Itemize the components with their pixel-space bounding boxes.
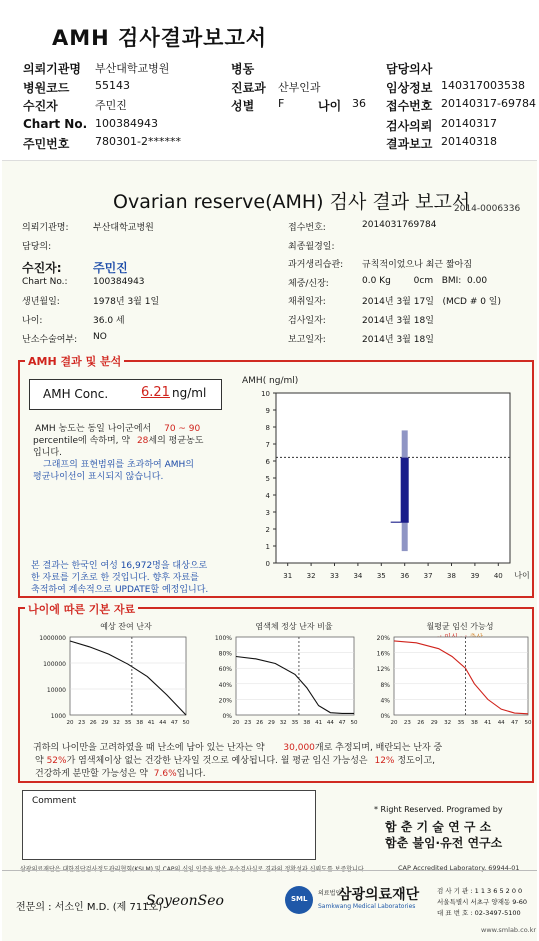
small-y-tick-label: 1000000 [39,635,66,642]
normal-egg-ratio-chart [202,617,362,732]
header-value: 55143 [95,79,130,92]
header-value: 20140317 [441,117,497,130]
website-link[interactable]: www.smlab.co.kr [481,926,537,934]
header-label: 의뢰기관명 [23,62,81,76]
age-section-title: 나이에 따른 기본 자료 [25,601,138,617]
small-y-tick-label: 100% [214,635,232,642]
header-value: 140317003538 [441,79,525,92]
small-y-tick-label: 1000 [50,713,66,720]
small-plot-area [70,637,186,715]
footer-cert-text: 삼광의료재단은 대한진단검사정도관리협회(KSLM) 및 CAP의 신임 인증을 받은 우수검사실로 결과의 정확성과 신뢰도를 보증합니다. [20,866,366,873]
age-summary-line-1 [33,740,442,753]
amh-text-2c: 세의 평균농도 [148,436,204,446]
small-x-tick-label: 20 [390,720,398,726]
remaining-eggs-chart [22,617,192,732]
info-label: 접수번호: [288,223,326,233]
doctor-signature: SoyeonSeo [146,893,224,909]
small-plot-area [236,637,354,715]
header-value: 20140317-69784 [441,97,536,110]
comment-box [22,790,316,860]
logo-small-text: 의료법인 [318,890,342,897]
small-x-tick-label: 47 [338,720,346,726]
amh-y-tick-label: 0 [265,560,270,568]
amh-y-axis-title: AMH( ng/ml) [242,376,299,386]
report-header-title: AMH 검사결과보고서 [52,26,268,50]
small-x-tick-label: 35 [124,720,132,726]
amh-conc-value: 6.21 [141,385,170,400]
small-x-tick-label: 29 [101,720,109,726]
small-y-tick-label: 40% [218,681,232,689]
small-x-tick-label: 20 [66,720,74,726]
logo-english-name: Samkwang Medical Laboratories [318,903,416,910]
small-x-tick-label: 29 [267,720,275,726]
age-line-1c: 개로 추정되며, 배란되는 난자 중 [314,743,443,753]
header-label: 수진자 [23,99,58,113]
header-label: 병동 [231,62,255,76]
footer-cap-text: CAP Accredited Laboratory. 69944-01 [398,864,520,872]
rights-line-1: * Right Reserved. Programed by [374,805,503,814]
header-value: 부산대학교병원 [95,62,170,75]
amh-percentile: 70 ~ 90 [164,424,201,434]
delivery-chance-value: 7.6% [153,769,177,779]
small-plot-area [394,637,528,715]
header-value: 20140318 [441,135,497,148]
smlab-logo-icon: SML [285,886,313,914]
small-x-tick-label: 38 [136,720,144,726]
amh-y-tick-label: 3 [265,509,270,517]
amh-y-tick-label: 9 [265,407,270,415]
amh-x-tick-label: 35 [376,572,386,580]
header-label: 성별 [231,99,255,113]
age-summary-line-2 [35,753,435,766]
info-label: Chart No.: [22,277,68,287]
small-y-tick-label: 4% [380,697,390,705]
small-chart-title: 월평균 임신 가능성 [426,622,494,631]
info-label: 채취일자: [288,297,326,307]
age-line-1a: 귀하의 나이만을 고려하였을 때 난소에 남아 있는 난자는 약 [33,743,265,753]
small-y-tick-label: 16% [376,650,390,658]
comment-label: Comment [32,796,77,806]
small-x-tick-label: 23 [244,720,252,726]
info-value: 2014년 3월 18일 [362,335,434,345]
small-x-tick-label: 50 [524,720,532,726]
header-value: 주민진 [95,99,127,112]
amh-note-3: 축적하여 계속적으로 UPDATE할 예정입니다. [31,585,209,595]
amh-note-1: 본 결과는 한국인 여성 16,972명을 대상으로 [31,561,208,571]
small-chart-title: 염색체 정상 난자 비율 [255,622,333,631]
info-label: 난소수술여부: [22,335,78,345]
header-label: 접수번호 [386,99,433,113]
small-y-tick-label: 12% [376,666,390,674]
remaining-eggs-value: 30,000 [283,743,315,753]
contact-line-3: 대 표 번 호 : 02-3497-5100 [437,909,521,917]
info-value: 2014년 3월 18일 [362,316,434,326]
amh-y-tick-label: 10 [261,390,270,398]
info-label: 의뢰기관명: [22,223,69,233]
small-x-tick-label: 47 [170,720,178,726]
amh-section-title: AMH 결과 및 분석 [25,353,124,369]
amh-text-3: 입니다. [33,448,62,458]
doctor-name: 전문의 : 서소인 M.D. (제 711호) [16,902,163,913]
normal-egg-ratio-value: 52% [46,756,67,766]
small-x-tick-label: 38 [303,720,311,726]
amh-plot-area [276,393,510,563]
header-value: 100384943 [95,117,158,130]
amh-x-tick-label: 31 [283,572,293,580]
small-y-tick-label: 10000 [46,687,66,694]
info-label: 검사일자: [288,316,326,326]
monthly-pregnancy-chart [362,617,534,732]
info-label: 수진자: [22,261,62,275]
info-label: 보고일자: [288,335,326,345]
info-value: 0.0 Kg 0cm BMI: 0.00 [362,276,488,286]
small-x-tick-label: 29 [430,720,438,726]
small-x-tick-label: 50 [350,720,358,726]
report-title: Ovarian reserve(AMH) 검사 결과 보고서 [113,191,471,213]
header-label: 담당의사 [386,62,433,76]
amh-x-tick-label: 32 [306,572,316,580]
amh-text-5: 평균나이선이 표시되지 않습니다. [33,472,164,482]
amh-x-tick-label: 38 [447,572,456,580]
rights-line-2: 함 춘 기 술 연 구 소 [385,820,492,834]
small-x-tick-label: 41 [315,720,323,726]
amh-y-tick-label: 2 [265,526,270,534]
amh-y-tick-label: 7 [265,441,270,449]
small-y-tick-label: 20% [218,697,232,705]
small-y-tick-label: 60% [218,666,232,674]
info-label: 생년월일: [22,297,60,307]
small-x-tick-label: 26 [89,720,97,726]
amh-percentile-bar [401,458,409,523]
header-label: 나이 [318,99,342,113]
report-code: 2014-0006336 [454,204,521,214]
small-y-tick-label: 100000 [43,661,66,668]
amh-x-tick-label: 34 [353,572,363,580]
info-value: 36.0 세 [93,316,125,326]
header-label: 진료과 [231,81,266,95]
contact-line-1: 검 사 기 관 : 1 1 3 6 5 2 0 0 [437,887,523,895]
small-x-tick-label: 50 [182,720,190,726]
amh-x-tick-label: 39 [470,572,480,580]
small-y-tick-label: 20% [376,635,390,642]
amh-text-2a: percentile에 속하며, 약 [33,436,131,446]
header-value: 36 [352,97,366,110]
small-x-tick-label: 23 [78,720,86,726]
header-label: 주민번호 [23,137,70,151]
header-value: 780301-2****** [95,135,181,148]
age-summary-line-3 [35,766,206,779]
small-x-tick-label: 35 [457,720,465,726]
footer-divider [2,870,537,871]
small-x-tick-label: 44 [326,720,334,726]
contact-line-2: 서울특별시 서초구 양재동 9-60 [437,898,528,906]
small-x-tick-label: 32 [279,720,287,726]
header-label: Chart No. [23,117,88,131]
info-value: 2014031769784 [362,220,437,230]
age-line-2a: 약 [35,756,44,766]
age-line-2c: 가 염색체이상 없는 건강한 난자일 것으로 예상됩니다. 월 평균 임신 가능성은 [66,756,368,766]
amh-x-tick-label: 36 [400,572,410,580]
amh-y-tick-label: 6 [265,458,270,466]
amh-equivalent-age: 28 [136,436,149,446]
age-line-2e: 정도이고, [397,756,435,766]
small-x-tick-label: 44 [159,720,167,726]
info-value: 부산대학교병원 [93,223,154,233]
small-x-tick-label: 41 [484,720,492,726]
small-chart-title: 예상 잔여 난자 [100,622,152,631]
small-y-tick-label: 0% [222,713,232,720]
small-x-tick-label: 32 [112,720,120,726]
small-x-tick-label: 23 [403,720,411,726]
amh-conc-label: AMH Conc. [43,387,109,401]
small-y-tick-label: 0% [380,713,390,720]
header-label: 결과보고 [386,137,433,151]
info-value: 1978년 3월 1일 [93,297,160,307]
info-value: NO [93,332,107,342]
amh-conc-box [29,379,222,410]
header-label: 검사의뢰 [386,119,433,133]
rights-line-3: 함춘 불임·유전 연구소 [385,836,503,850]
header-value: 산부인과 [278,81,321,94]
info-value: 2014년 3월 17일 (MCD # 0 일) [362,297,502,307]
header-value: F [278,97,285,110]
info-value: 100384943 [93,277,145,287]
amh-conc-unit: ng/ml [172,386,207,400]
header-label: 병원코드 [23,81,70,95]
small-x-tick-label: 47 [511,720,519,726]
amh-y-tick-label: 1 [265,543,270,551]
small-x-tick-label: 44 [497,720,505,726]
amh-x-axis-title: 나이 [514,571,530,580]
small-x-tick-label: 35 [291,720,299,726]
amh-note-2: 한 자료를 기초로 한 것입니다. 향후 자료를 [31,573,199,583]
info-label: 과거생리습관: [288,260,344,270]
amh-x-tick-label: 33 [330,572,339,580]
amh-text-1a: AMH 농도는 동일 나이군에서 [35,424,152,434]
age-line-3c: 입니다. [176,769,206,779]
info-label: 나이: [22,316,43,326]
amh-y-tick-label: 4 [265,492,270,500]
small-x-tick-label: 20 [232,720,240,726]
amh-y-tick-label: 5 [265,475,270,483]
small-x-tick-label: 38 [470,720,478,726]
age-line-3a: 건강하게 분만할 가능성은 약 [35,769,148,779]
info-label: 담당의: [22,242,52,252]
amh-x-tick-label: 40 [493,572,503,580]
info-value: 규칙적이었으나 최근 짧아짐 [362,260,473,270]
small-x-tick-label: 41 [147,720,155,726]
small-y-tick-label: 8% [380,681,390,689]
info-value: 주민진 [93,261,128,275]
amh-text-4: 그래프의 표현범위를 초과하여 AMH의 [43,460,194,470]
amh-y-tick-label: 8 [265,424,270,432]
info-label: 최종월경일: [288,242,335,252]
small-x-tick-label: 26 [256,720,264,726]
header-label: 임상정보 [386,81,433,95]
small-x-tick-label: 26 [417,720,425,726]
info-label: 체중/신장: [288,279,329,289]
pregnancy-chance-value: 12% [374,756,395,766]
amh-x-tick-label: 37 [423,572,433,580]
logo-name: 삼광의료재단 [338,887,420,903]
amh-age-chart [238,370,528,590]
small-x-tick-label: 32 [444,720,452,726]
small-y-tick-label: 80% [218,650,232,658]
